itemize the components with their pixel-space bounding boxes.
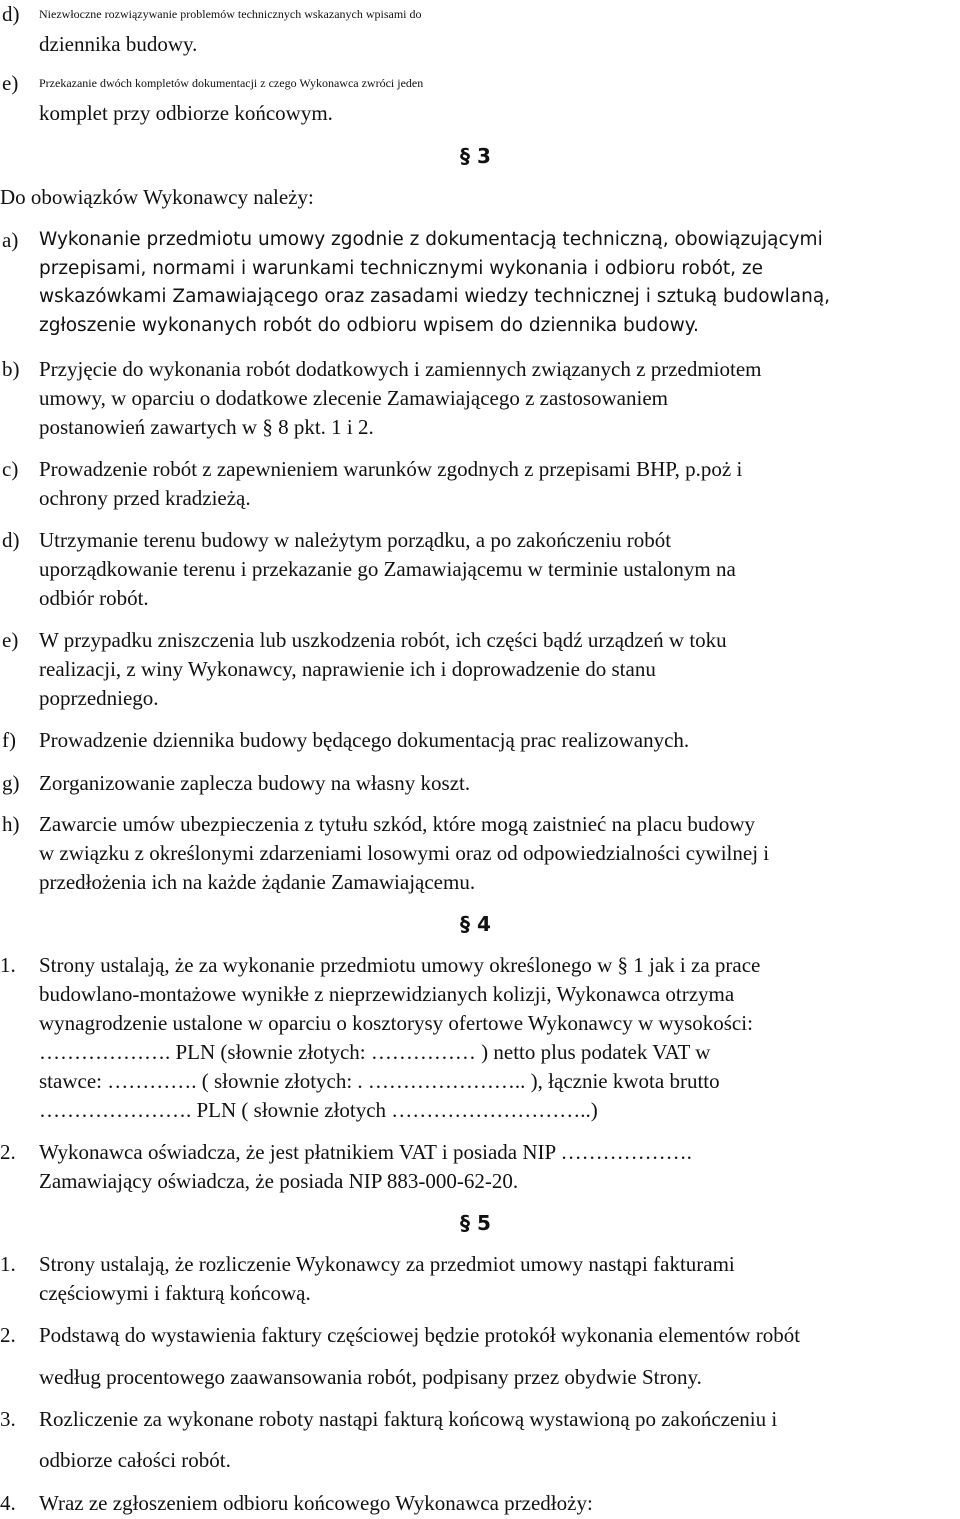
list-marker: 3. [0, 1407, 16, 1431]
text-line: Wykonawca oświadcza, że jest płatnikiem VAT i posiada NIP ………………. [39, 1140, 692, 1164]
text-line: wynagrodzenie ustalone w oparciu o kosztorysy ofertowe Wykonawcy w wysokości: [39, 1011, 753, 1035]
text-line: zgłoszenie wykonanych robót do odbioru wpisem do dziennika budowy. [39, 315, 699, 336]
text-line: Zorganizowanie zaplecza budowy na własny koszt. [39, 771, 471, 795]
text-line: Zawarcie umów ubezpieczenia z tytułu szkód, które mogą zaistnieć na placu budowy [39, 812, 756, 836]
section-heading-5: § 5 [460, 1211, 491, 1235]
text-line: Przekazanie dwóch kompletów dokumentacji z czego Wykonawca zwróci jeden [39, 76, 424, 90]
text-line: Rozliczenie za wykonane roboty nastąpi fakturą końcową wystawioną po zakończeniu i [39, 1407, 778, 1431]
list-marker: d) [2, 2, 20, 26]
list-marker: 4. [0, 1491, 16, 1515]
text-line: Strony ustalają, że za wykonanie przedmiotu umowy określonego w § 1 jak i za prace [39, 953, 761, 977]
text-line: Podstawą do wystawienia faktury częściowej będzie protokół wykonania elementów robót [39, 1323, 801, 1347]
text-line: poprzedniego. [39, 686, 159, 710]
text-line: umowy, w oparciu o dodatkowe zlecenie Zamawiającego z zastosowaniem [39, 386, 668, 410]
text-line: w związku z określonymi zdarzeniami losowymi oraz od odpowiedzialności cywilnej i [39, 841, 770, 865]
text-line: odbiór robót. [39, 586, 149, 610]
text-line: Prowadzenie robót z zapewnieniem warunków zgodnych z przepisami BHP, p.poż i [39, 457, 743, 481]
list-marker: a) [2, 228, 19, 252]
text-line: Wykonanie przedmiotu umowy zgodnie z dokumentacją techniczną, obowiązującymi [39, 229, 823, 250]
section-heading-4: § 4 [460, 912, 491, 936]
text-line: przedłożenia ich na każde żądanie Zamawiającemu. [39, 870, 476, 894]
text-line: …………………. PLN ( słownie złotych ………………………..) [39, 1098, 598, 1122]
text-line: budowlano-montażowe wynikłe z nieprzewidzianych kolizji, Wykonawca otrzyma [39, 982, 735, 1006]
text-line: Utrzymanie terenu budowy w należytym porządku, a po zakończeniu robót [39, 528, 672, 552]
text-line: przepisami, normami i warunkami technicznymi wykonania i odbioru robót, ze [39, 258, 764, 279]
list-marker: 1. [0, 1252, 16, 1276]
text-line: uporządkowanie terenu i przekazanie go Zamawiającemu w terminie ustalonym na [39, 557, 736, 581]
list-marker: 2. [0, 1323, 16, 1347]
text-line: Wraz ze zgłoszeniem odbioru końcowego Wykonawca przedłoży: [39, 1491, 593, 1515]
text-line: W przypadku zniszczenia lub uszkodzenia robót, ich części bądź urządzeń w toku [39, 628, 727, 652]
section-intro: Do obowiązków Wykonawcy należy: [0, 185, 314, 209]
text-line: według procentowego zaawansowania robót, podpisany przez obydwie Strony. [39, 1365, 702, 1389]
text-line: stawce: …………. ( słownie złotych: . ………………….. ), łącznie kwota brutto [39, 1069, 720, 1093]
text-line: częściowymi i fakturą końcową. [39, 1281, 311, 1305]
list-marker: 1. [0, 953, 16, 977]
text-line: Strony ustalają, że rozliczenie Wykonawcy za przedmiot umowy nastąpi fakturami [39, 1252, 735, 1276]
text-line: ………………. PLN (słownie złotych: …………… ) netto plus podatek VAT w [39, 1040, 711, 1064]
text-line: Przyjęcie do wykonania robót dodatkowych i zamiennych związanych z przedmiotem [39, 357, 762, 381]
text-line: Zamawiający oświadcza, że posiada NIP 883-000-62-20. [39, 1169, 519, 1193]
list-marker: e) [2, 71, 19, 95]
list-marker: f) [2, 728, 16, 752]
list-marker: d) [2, 528, 20, 552]
list-marker: h) [2, 812, 20, 836]
text-line: Prowadzenie dziennika budowy będącego dokumentacją prac realizowanych. [39, 728, 690, 752]
text-line: Niezwłoczne rozwiązywanie problemów technicznych wskazanych wpisami do [39, 7, 422, 21]
text-line: postanowień zawartych w § 8 pkt. 1 i 2. [39, 415, 374, 439]
text-line: ochrony przed kradzieżą. [39, 486, 251, 510]
text-line: komplet przy odbiorze końcowym. [39, 101, 333, 125]
text-line: wskazówkami Zamawiającego oraz zasadami wiedzy technicznej i sztuką budowlaną, [39, 286, 831, 307]
text-line: realizacji, z winy Wykonawcy, naprawienie ich i doprowadzenie do stanu [39, 657, 656, 681]
list-marker: b) [2, 357, 20, 381]
text-line: dziennika budowy. [39, 32, 198, 56]
section-heading-3: § 3 [460, 144, 491, 168]
list-marker: g) [2, 771, 20, 795]
list-marker: c) [2, 457, 19, 481]
text-line: odbiorze całości robót. [39, 1448, 231, 1472]
list-marker: 2. [0, 1140, 16, 1164]
list-marker: e) [2, 628, 19, 652]
